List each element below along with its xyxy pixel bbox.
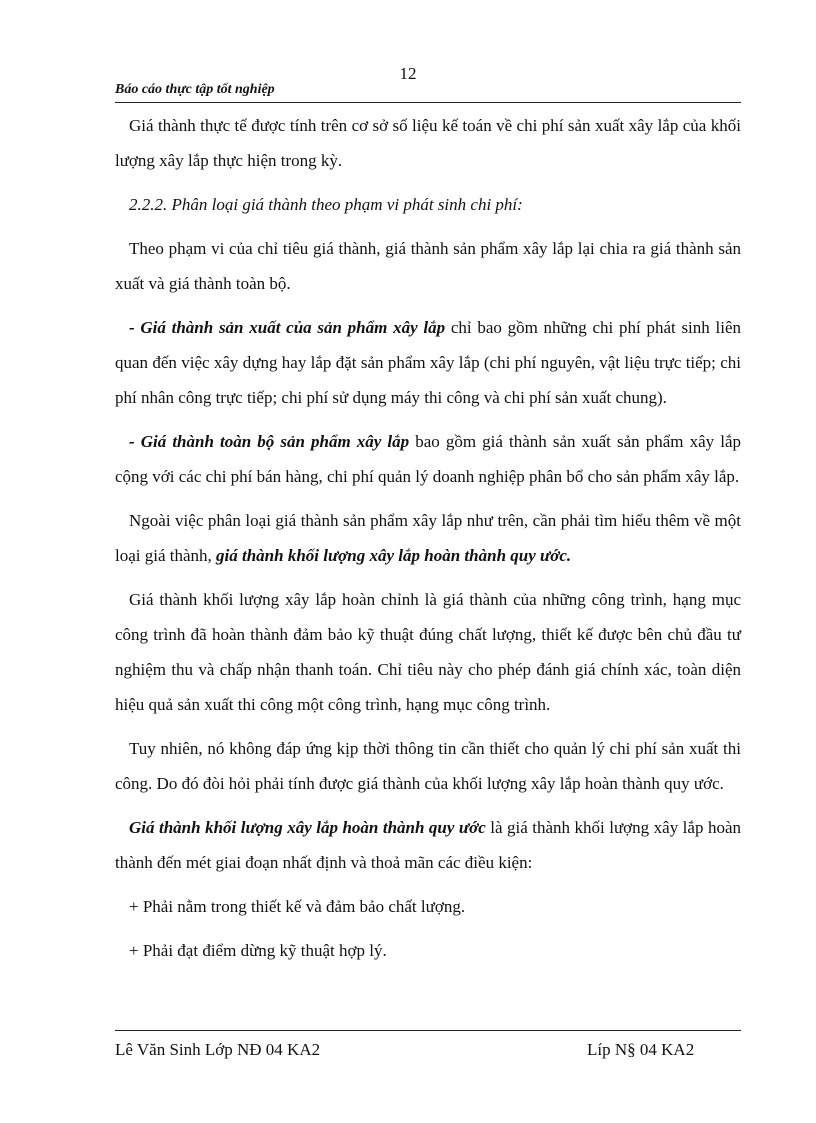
page-number: 12 <box>399 64 417 83</box>
total-cost-text: bao gồm giá thành sản xuất sản phẩm xây lắp cộng với các chi phí bán hàng, chi phí quản lý doanh nghiệp phân bổ cho sản phẩm xây lắp. <box>115 432 741 486</box>
paragraph-completed-cost: Giá thành khối lượng xây lắp hoàn chỉnh là giá thành của những công trình, hạng mục công trình đã hoàn thành đảm bảo kỹ thuật đúng chất lượng, thiết kế được bên chủ đầu tư nghiệm thu và chấp nhận thanh toán. Chỉ tiêu này cho phép đánh giá chính xác, toàn diện hiệu quả sản xuất thi công một công trình, hạng mục công trình. <box>115 590 741 714</box>
paragraph-actual-cost: Giá thành thực tế được tính trên cơ sở số liệu kế toán về chi phí sản xuất xây lắp của khối lượng xây lắp thực hiện trong kỳ. <box>115 116 741 170</box>
page-body <box>115 108 741 968</box>
header-divider <box>115 102 741 103</box>
conventional-cost-text: là giá thành khối lượng xây lắp hoàn thành đến mét giai đoạn nhất định và thoả mãn các điều kiện: <box>115 818 741 872</box>
production-cost-text: chỉ bao gồm những chi phí phát sinh liên quan đến việc xây dựng hay lắp đặt sản phẩm xây lắp (chi phí nguyên, vật liệu trực tiếp; chi phí nhân công trực tiếp; chi phí sử dụng máy thi công và chi phí sản xuất chung). <box>115 318 742 407</box>
footer-author: Lê Văn Sinh Lớp NĐ 04 KA2 <box>115 1040 321 1059</box>
paragraph-cost-scope: Theo phạm vi của chỉ tiêu giá thành, giá thành sản phẩm xây lắp lại chia ra giá thành sản xuất và giá thành toàn bộ. <box>115 239 741 293</box>
bullet-design-quality: + Phải nằm trong thiết kế và đảm bảo chất lượng. <box>129 897 466 916</box>
section-heading-2-2-2: 2.2.2. Phân loại giá thành theo phạm vi phát sinh chi phí: <box>129 195 523 214</box>
paragraph-conventional-cost <box>115 810 741 880</box>
term-conventional-cost-2: Giá thành khối lượng xây lắp hoàn thành quy ước <box>129 818 486 837</box>
footer-divider <box>115 1030 741 1031</box>
term-production-cost: - Giá thành sản xuất của sản phẩm xây lắp <box>129 318 446 337</box>
header-title: Báo cáo thực tập tốt nghiệp <box>115 82 275 97</box>
paragraph-however: Tuy nhiên, nó không đáp ứng kịp thời thông tin cần thiết cho quản lý chi phí sản xuất thi công. Do đó đòi hỏi phải tính được giá thành của khối lượng xây lắp hoàn thành quy ước. <box>115 739 741 793</box>
paragraph-production-cost <box>115 310 741 415</box>
paragraph-total-cost <box>115 424 741 494</box>
term-total-cost: - Giá thành toàn bộ sản phẩm xây lắp <box>129 432 410 451</box>
paragraph-other-classification <box>115 503 741 573</box>
other-classification-text: Ngoài việc phân loại giá thành sản phẩm xây lắp như trên, cần phải tìm hiểu thêm về một loại giá thành, <box>115 511 741 565</box>
bullet-technical-stop: + Phải đạt điểm dừng kỹ thuật hợp lý. <box>129 941 387 960</box>
footer-class: Líp N§ 04 KA2 <box>587 1040 695 1059</box>
term-conventional-cost: giá thành khối lượng xây lắp hoàn thành quy ước. <box>216 546 572 565</box>
